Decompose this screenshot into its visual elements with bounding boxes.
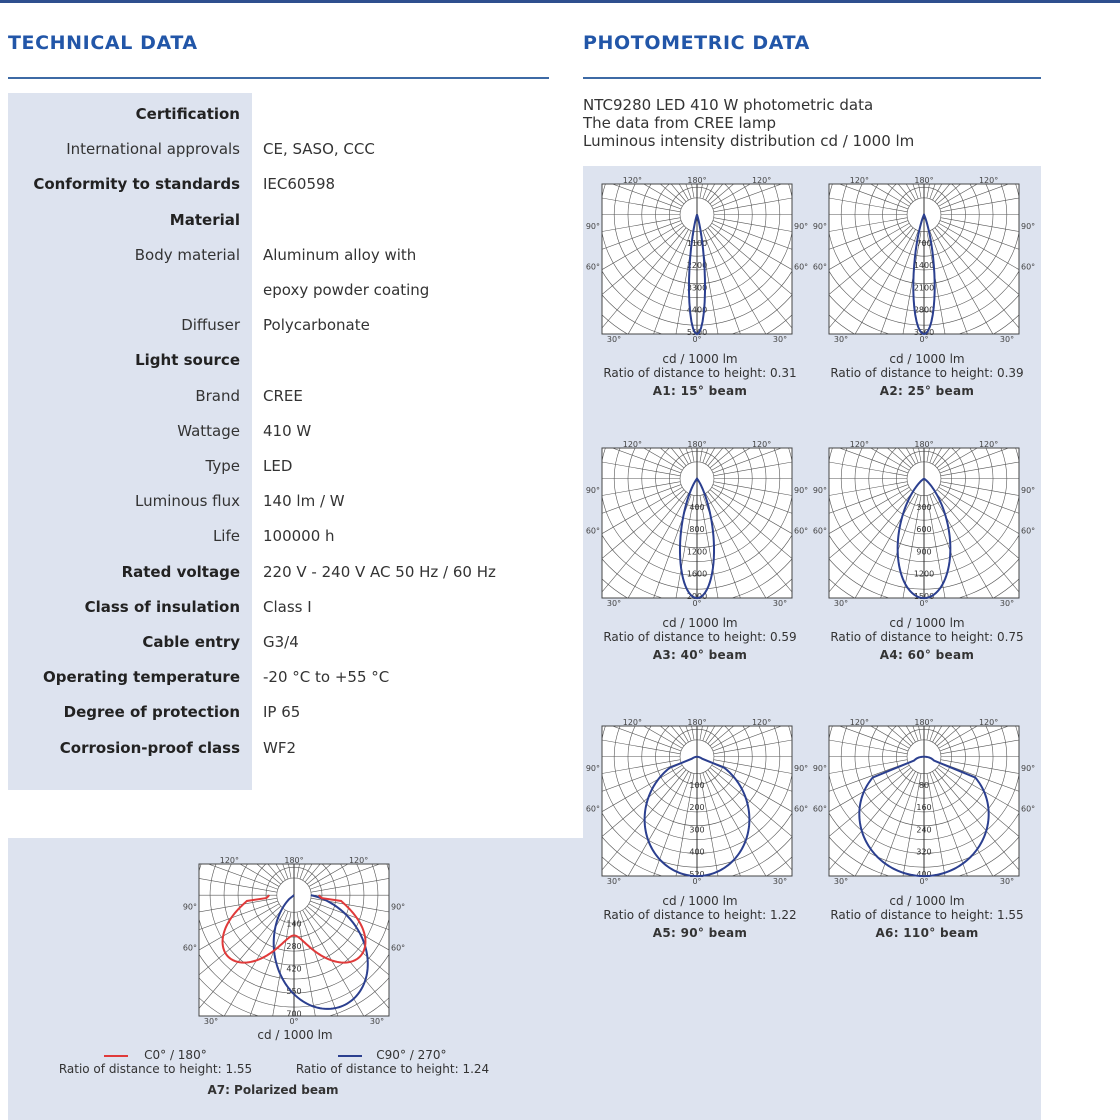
angle-label-60-left: 60° [812,526,827,536]
angle-label-60-left: 60° [812,262,827,272]
diagram-caption-A1 [585,352,815,398]
angle-label-120-left: 120° [219,856,240,865]
diagram-beam-title: A6: 110° beam [875,926,979,940]
spec-row [8,132,568,167]
polar-diagram-A2 [809,176,1039,346]
photometric-heading-rule [583,77,1041,79]
angle-label-120-right: 120° [348,856,369,865]
angle-label-30-left: 30° [606,877,622,886]
angle-label-30-left: 30° [606,599,622,608]
ring-value-label: 3300 [686,283,708,293]
spec-row [8,555,568,590]
spec-label: Body material [134,245,240,264]
angle-label-90-right: 90° [1021,222,1036,231]
diagram-caption-A5 [585,894,815,940]
spec-value: epoxy powder coating [263,281,430,299]
angle-label-30-left: 30° [833,877,849,886]
ring-value-label: 2800 [913,305,935,315]
spec-row [8,167,568,202]
ring-value-label: 200 [689,803,705,813]
spec-row [8,203,568,238]
spec-value: 220 V - 240 V AC 50 Hz / 60 Hz [263,562,496,581]
spec-row [8,660,568,695]
polarized-beam-title: A7: Polarized beam [207,1083,339,1097]
spec-value: 410 W [263,421,312,440]
diagram-ratio: Ratio of distance to height: 1.22 [603,908,797,922]
polar-diagram-A1 [582,176,812,346]
angle-label-30-left: 30° [833,599,849,608]
angle-label-90-right: 90° [391,902,406,912]
angle-label-120-left: 120° [622,440,643,449]
angle-label-30-left: 30° [833,335,849,344]
spec-label: Degree of protection [63,703,240,722]
ring-value-label: 1200 [686,547,708,557]
ring-value-label: 520 [689,869,705,879]
spec-label: Operating temperature [43,668,240,687]
angle-label-90-right: 90° [1021,764,1036,773]
spec-value: LED [263,457,293,475]
diagram-caption-A3 [585,616,815,662]
legend-blue-swatch [338,1055,362,1057]
ring-value-label: 2100 [913,283,935,293]
spec-label: Life [212,527,240,546]
ring-value-label: 900 [916,547,932,557]
ring-value-label: 1200 [913,569,935,579]
angle-label-120-right: 120° [978,718,999,727]
angle-label-180: 180° [687,440,707,449]
ring-value-label: 3500 [913,327,935,337]
ring-value-label: 1100 [686,238,708,248]
ring-value-label: 400 [689,847,705,857]
legend-c90 [285,1048,500,1076]
spec-label: Certification [135,105,240,123]
polar-diagram-A5 [582,718,812,888]
angle-label-0: 0° [919,335,929,344]
angle-label-90-left: 90° [812,764,827,773]
angle-label-90-right: 90° [794,486,809,495]
angle-label-60-right: 60° [1021,526,1036,536]
legend-c90-label: C90° / 270° [376,1048,447,1062]
ring-value-label: 1400 [913,261,935,271]
polar-diagram-A7 [179,856,409,1028]
ring-value-label: 300 [689,825,705,835]
angle-label-120-left: 120° [622,176,643,185]
angle-label-0: 0° [692,877,702,886]
angle-label-60-left: 60° [182,943,197,953]
ring-value-label: 400 [689,502,705,512]
photometric-intro [583,96,914,150]
intro-line-2: The data from CREE lamp [583,114,777,132]
spec-value: CE, SASO, CCC [263,140,375,159]
spec-label: Class of insulation [84,597,240,616]
spec-row [8,414,568,449]
polar-diagram-A3 [582,440,812,610]
diagram-ratio: Ratio of distance to height: 0.31 [603,366,797,380]
angle-label-180: 180° [914,440,934,449]
spec-row [8,379,568,414]
spec-value: G3/4 [263,633,299,651]
angle-label-180: 180° [687,176,707,185]
spec-value: WF2 [263,738,297,757]
legend-red-swatch [104,1055,128,1057]
angle-label-120-left: 120° [849,440,870,449]
spec-row [8,625,568,660]
spec-label: Cable entry [142,633,240,651]
diagram-caption-A4 [812,616,1042,662]
polarized-unit: cd / 1000 lm [257,1028,333,1042]
angle-label-120-right: 120° [978,176,999,185]
legend-c0-label: C0° / 180° [144,1048,207,1062]
spec-row [8,238,568,273]
angle-label-30-right: 30° [772,335,788,344]
ring-value-label: 240 [916,825,932,835]
spec-row [8,343,568,378]
spec-label: Type [205,457,240,475]
ring-value-label: 1600 [686,569,708,579]
diagram-unit: cd / 1000 lm [889,894,965,908]
ring-value-label: 160 [916,803,932,813]
ring-value-label: 400 [916,869,932,879]
diagram-beam-title: A2: 25° beam [879,384,975,398]
ring-value-label: 280 [286,942,302,952]
spec-label: Luminous flux [135,492,240,511]
angle-label-120-right: 120° [751,176,772,185]
angle-label-60-right: 60° [794,526,809,536]
spec-row [8,449,568,484]
ring-value-label: 300 [916,502,932,512]
spec-label: Corrosion-proof class [59,738,240,757]
angle-label-60-right: 60° [1021,804,1036,814]
angle-label-180: 180° [914,176,934,185]
intro-line-1: NTC9280 LED 410 W photometric data [583,96,874,114]
diagram-unit: cd / 1000 lm [662,352,738,366]
ring-value-label: 600 [916,525,932,535]
angle-label-90-left: 90° [812,486,827,495]
spec-value: Aluminum alloy with [263,245,417,264]
angle-label-120-right: 120° [978,440,999,449]
spec-row [8,731,568,766]
spec-row [8,519,568,554]
angle-label-90-right: 90° [1021,486,1036,495]
angle-label-60-left: 60° [585,804,600,814]
diagram-unit: cd / 1000 lm [889,352,965,366]
angle-label-60-right: 60° [391,943,406,953]
spec-label: Diffuser [181,316,240,335]
top-border-line [0,0,1120,3]
angle-label-120-left: 120° [849,718,870,727]
angle-label-30-right: 30° [999,335,1015,344]
angle-label-120-left: 120° [622,718,643,727]
diagram-caption-A6 [812,894,1042,940]
spec-value: CREE [263,386,303,405]
ring-value-label: 700 [916,238,932,248]
angle-label-90-left: 90° [585,764,600,773]
angle-label-30-left: 30° [606,335,622,344]
ratio-c0: Ratio of distance to height: 1.55 [58,1062,253,1076]
legend-c0 [48,1048,263,1076]
angle-label-60-right: 60° [794,262,809,272]
spec-value: Class I [263,597,312,616]
diagram-beam-title: A3: 40° beam [652,648,748,662]
ring-value-label: 2000 [686,591,708,601]
angle-label-30-right: 30° [772,599,788,608]
spec-value: 100000 h [263,527,335,546]
spec-row [8,695,568,730]
ratio-c90: Ratio of distance to height: 1.24 [295,1062,490,1076]
diagram-caption-A2 [812,352,1042,398]
ring-value-label: 2200 [686,261,708,271]
angle-label-60-left: 60° [585,262,600,272]
angle-label-60-left: 60° [585,526,600,536]
angle-label-0: 0° [919,877,929,886]
diagram-beam-title: A1: 15° beam [652,384,748,398]
technical-data-heading: TECHNICAL DATA [8,32,198,54]
spec-label: Wattage [177,421,240,440]
angle-label-30-right: 30° [999,877,1015,886]
angle-label-120-right: 120° [751,440,772,449]
ring-value-label: 800 [689,525,705,535]
diagram-beam-title: A5: 90° beam [652,926,748,940]
angle-label-120-right: 120° [751,718,772,727]
angle-label-60-left: 60° [812,804,827,814]
angle-label-30-left: 30° [203,1017,219,1026]
ring-value-label: 80 [918,780,930,790]
angle-label-180: 180° [687,718,707,727]
ring-value-label: 140 [286,919,302,929]
angle-label-60-right: 60° [1021,262,1036,272]
ring-value-label: 700 [286,1009,302,1019]
spec-value: -20 °C to +55 °C [263,668,390,687]
angle-label-0: 0° [289,1017,299,1026]
angle-label-0: 0° [919,599,929,608]
spec-value: Polycarbonate [263,316,370,335]
spec-value: IEC60598 [263,175,336,194]
spec-row [8,308,568,343]
spec-row [8,484,568,519]
angle-label-0: 0° [692,599,702,608]
spec-label: Material [169,210,240,229]
spec-label: Rated voltage [121,562,240,581]
diagram-unit: cd / 1000 lm [889,616,965,630]
angle-label-90-left: 90° [585,222,600,231]
angle-label-90-right: 90° [794,222,809,231]
ring-value-label: 4400 [686,305,708,315]
ring-value-label: 1500 [913,591,935,601]
angle-label-0: 0° [692,335,702,344]
spec-label: Conformity to standards [33,175,240,194]
angle-label-90-left: 90° [585,486,600,495]
spec-value: IP 65 [263,703,301,722]
intro-line-3: Luminous intensity distribution cd / 1000 lm [583,132,915,150]
diagram-unit: cd / 1000 lm [662,616,738,630]
technical-heading-rule [8,77,549,79]
angle-label-180: 180° [284,856,304,865]
angle-label-30-right: 30° [369,1017,385,1026]
spec-label: Brand [195,386,240,405]
ring-value-label: 420 [286,964,302,974]
ring-value-label: 100 [689,780,705,790]
angle-label-60-right: 60° [794,804,809,814]
ring-value-label: 5500 [686,327,708,337]
spec-label: International approvals [66,140,240,159]
angle-label-90-right: 90° [794,764,809,773]
angle-label-180: 180° [914,718,934,727]
diagram-ratio: Ratio of distance to height: 0.59 [603,630,797,644]
diagram-unit: cd / 1000 lm [662,894,738,908]
polar-diagram-A6 [809,718,1039,888]
diagram-ratio: Ratio of distance to height: 0.75 [830,630,1024,644]
polar-diagram-A4 [809,440,1039,610]
spec-row [8,97,568,132]
ring-value-label: 550 [286,987,302,997]
spec-row [8,590,568,625]
diagram-beam-title: A4: 60° beam [879,648,975,662]
ring-value-label: 320 [916,847,932,857]
spec-row [8,273,568,308]
spec-value: 140 lm / W [263,492,345,511]
angle-label-90-left: 90° [812,222,827,231]
angle-label-90-left: 90° [182,902,197,912]
spec-label: Light source [135,351,240,370]
angle-label-30-right: 30° [999,599,1015,608]
photometric-data-heading: PHOTOMETRIC DATA [583,32,810,54]
diagram-ratio: Ratio of distance to height: 0.39 [830,366,1024,380]
angle-label-30-right: 30° [772,877,788,886]
diagram-ratio: Ratio of distance to height: 1.55 [830,908,1024,922]
angle-label-120-left: 120° [849,176,870,185]
